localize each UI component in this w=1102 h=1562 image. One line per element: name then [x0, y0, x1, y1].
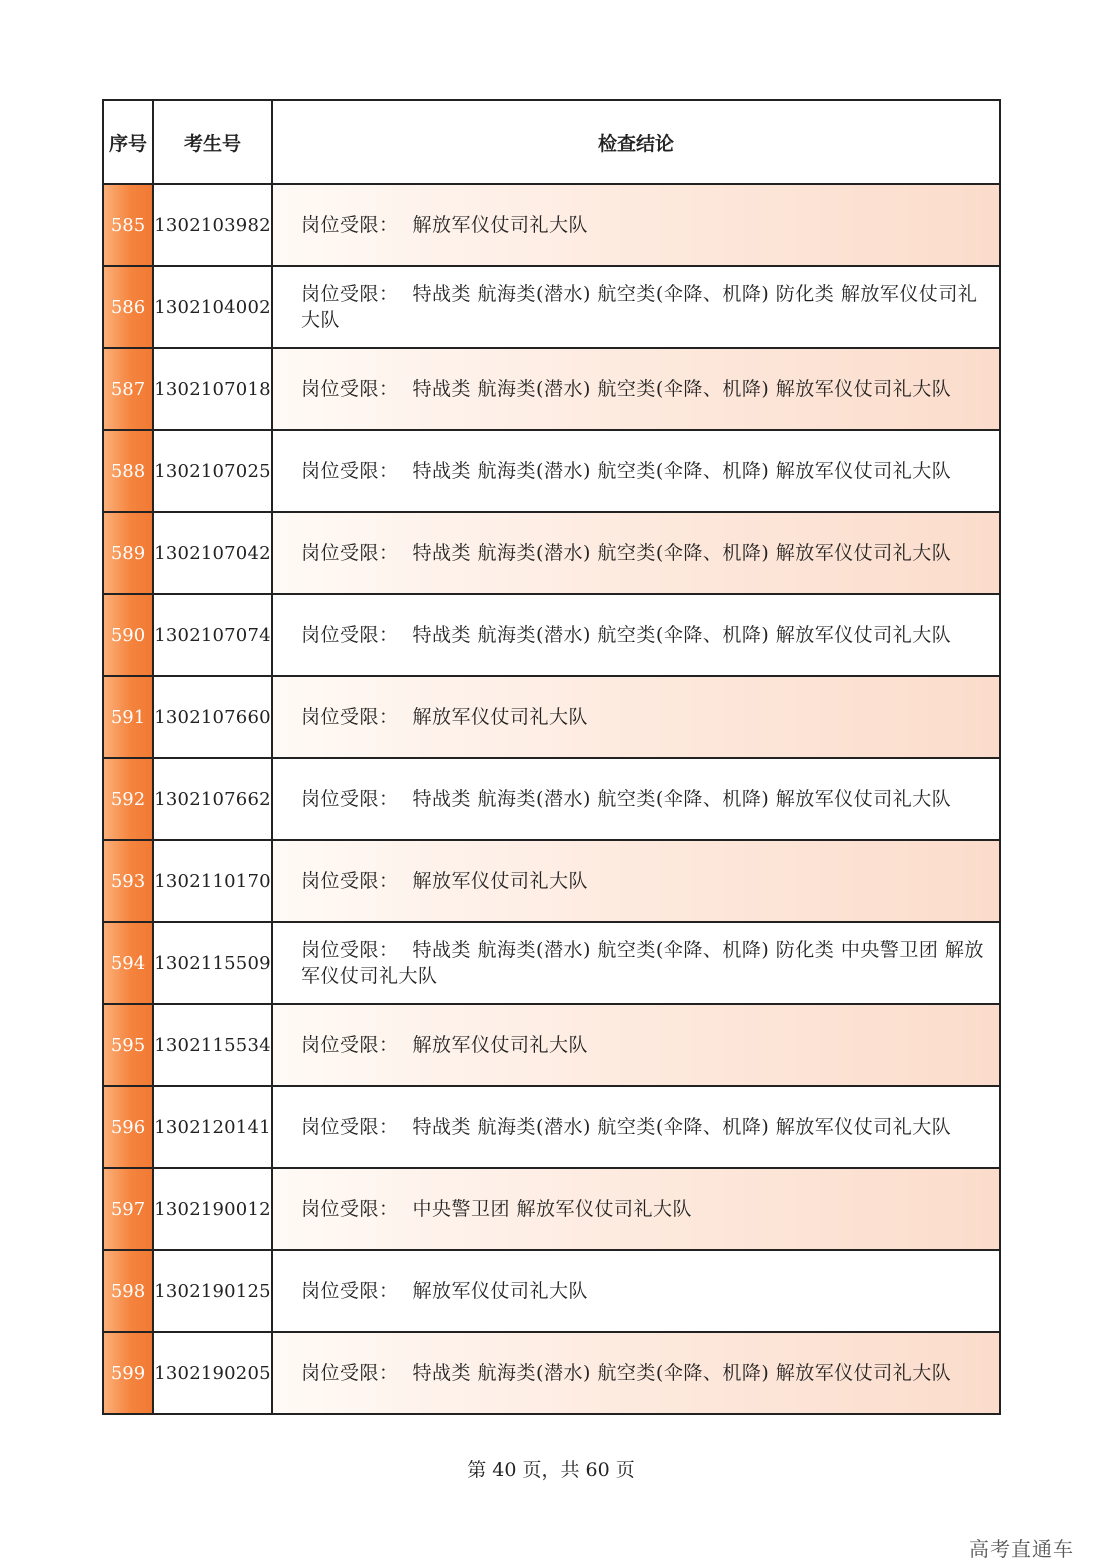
table-row: [103, 266, 1000, 348]
table-row: [103, 430, 1000, 512]
restriction-value: 特战类 航海类(潜水) 航空类(伞降、机降) 解放军仪仗司礼大队: [412, 1116, 952, 1138]
row-exam-number: 1302107025: [153, 430, 272, 512]
row-seq-number: 598: [103, 1250, 153, 1332]
row-conclusion: [272, 430, 1000, 512]
row-exam-number: 1302103982: [153, 184, 272, 266]
row-seq-number: 589: [103, 512, 153, 594]
restriction-value: 特战类 航海类(潜水) 航空类(伞降、机降) 解放军仪仗司礼大队: [412, 1362, 952, 1384]
row-seq-number: 596: [103, 1086, 153, 1168]
table-row: [103, 1332, 1000, 1414]
row-seq-number: 592: [103, 758, 153, 840]
table-row: [103, 348, 1000, 430]
restriction-value: 特战类 航海类(潜水) 航空类(伞降、机降) 防化类 中央警卫团 解放军仪仗司礼大队: [301, 939, 984, 987]
restriction-label: 岗位受限：: [301, 1280, 399, 1302]
restriction-label: 岗位受限：: [301, 214, 399, 236]
table-row: [103, 840, 1000, 922]
restriction-value: 特战类 航海类(潜水) 航空类(伞降、机降) 解放军仪仗司礼大队: [412, 378, 952, 400]
restriction-label: 岗位受限：: [301, 283, 399, 305]
row-seq-number: 599: [103, 1332, 153, 1414]
row-seq-number: 597: [103, 1168, 153, 1250]
row-seq-number: 594: [103, 922, 153, 1004]
row-conclusion: [272, 1004, 1000, 1086]
row-conclusion: [272, 512, 1000, 594]
row-seq-number: 587: [103, 348, 153, 430]
restriction-label: 岗位受限：: [301, 378, 399, 400]
row-seq-number: 591: [103, 676, 153, 758]
row-conclusion: [272, 594, 1000, 676]
row-conclusion: [272, 676, 1000, 758]
row-seq-number: 595: [103, 1004, 153, 1086]
restriction-value: 特战类 航海类(潜水) 航空类(伞降、机降) 防化类 解放军仪仗司礼大队: [301, 283, 978, 331]
row-exam-number: 1302107660: [153, 676, 272, 758]
table-row: [103, 922, 1000, 1004]
row-exam-number: 1302115534: [153, 1004, 272, 1086]
row-conclusion: [272, 758, 1000, 840]
table-row: [103, 594, 1000, 676]
restriction-label: 岗位受限：: [301, 1116, 399, 1138]
header-row: [103, 100, 1000, 184]
restriction-label: 岗位受限：: [301, 870, 399, 892]
restriction-label: 岗位受限：: [301, 624, 399, 646]
table-row: [103, 1004, 1000, 1086]
table-row: [103, 676, 1000, 758]
row-exam-number: 1302115509: [153, 922, 272, 1004]
row-conclusion: [272, 1168, 1000, 1250]
row-exam-number: 1302190012: [153, 1168, 272, 1250]
restriction-value: 特战类 航海类(潜水) 航空类(伞降、机降) 解放军仪仗司礼大队: [412, 624, 952, 646]
restriction-label: 岗位受限：: [301, 788, 399, 810]
page-number: 第 40 页，共 60 页: [467, 1459, 635, 1481]
results-table: [102, 99, 1001, 1415]
row-seq-number: 585: [103, 184, 153, 266]
restriction-label: 岗位受限：: [301, 939, 399, 961]
restriction-value: 解放军仪仗司礼大队: [412, 1034, 589, 1056]
row-exam-number: 1302107662: [153, 758, 272, 840]
row-conclusion: [272, 266, 1000, 348]
restriction-label: 岗位受限：: [301, 1362, 399, 1384]
row-conclusion: [272, 922, 1000, 1004]
watermark-logo-text: 高考直通车: [969, 1537, 1074, 1561]
row-exam-number: 1302110170: [153, 840, 272, 922]
row-exam-number: 1302190205: [153, 1332, 272, 1414]
row-exam-number: 1302120141: [153, 1086, 272, 1168]
row-conclusion: [272, 840, 1000, 922]
restriction-value: 解放军仪仗司礼大队: [412, 706, 589, 728]
table-row: [103, 1250, 1000, 1332]
table-row: [103, 758, 1000, 840]
row-seq-number: 590: [103, 594, 153, 676]
row-conclusion: [272, 184, 1000, 266]
row-exam-number: 1302104002: [153, 266, 272, 348]
header-seq: 序号: [103, 100, 153, 184]
header-exam-number: 考生号: [153, 100, 272, 184]
table-row: [103, 1168, 1000, 1250]
restriction-value: 特战类 航海类(潜水) 航空类(伞降、机降) 解放军仪仗司礼大队: [412, 542, 952, 564]
restriction-value: 特战类 航海类(潜水) 航空类(伞降、机降) 解放军仪仗司礼大队: [412, 460, 952, 482]
row-exam-number: 1302190125: [153, 1250, 272, 1332]
header-conclusion: 检查结论: [272, 100, 1000, 184]
row-conclusion: [272, 1086, 1000, 1168]
restriction-label: 岗位受限：: [301, 1034, 399, 1056]
restriction-value: 特战类 航海类(潜水) 航空类(伞降、机降) 解放军仪仗司礼大队: [412, 788, 952, 810]
row-exam-number: 1302107042: [153, 512, 272, 594]
table-row: [103, 512, 1000, 594]
row-exam-number: 1302107018: [153, 348, 272, 430]
row-exam-number: 1302107074: [153, 594, 272, 676]
restriction-value: 解放军仪仗司礼大队: [412, 870, 589, 892]
row-seq-number: 586: [103, 266, 153, 348]
table-row: [103, 184, 1000, 266]
table-body: [103, 184, 1000, 1414]
restriction-label: 岗位受限：: [301, 1198, 399, 1220]
restriction-value: 解放军仪仗司礼大队: [412, 1280, 589, 1302]
restriction-label: 岗位受限：: [301, 460, 399, 482]
row-conclusion: [272, 348, 1000, 430]
table-header: [103, 100, 1000, 184]
row-seq-number: 593: [103, 840, 153, 922]
row-seq-number: 588: [103, 430, 153, 512]
restriction-label: 岗位受限：: [301, 542, 399, 564]
table-row: [103, 1086, 1000, 1168]
row-conclusion: [272, 1332, 1000, 1414]
row-conclusion: [272, 1250, 1000, 1332]
restriction-label: 岗位受限：: [301, 706, 399, 728]
restriction-value: 解放军仪仗司礼大队: [412, 214, 589, 236]
restriction-value: 中央警卫团 解放军仪仗司礼大队: [412, 1198, 693, 1220]
